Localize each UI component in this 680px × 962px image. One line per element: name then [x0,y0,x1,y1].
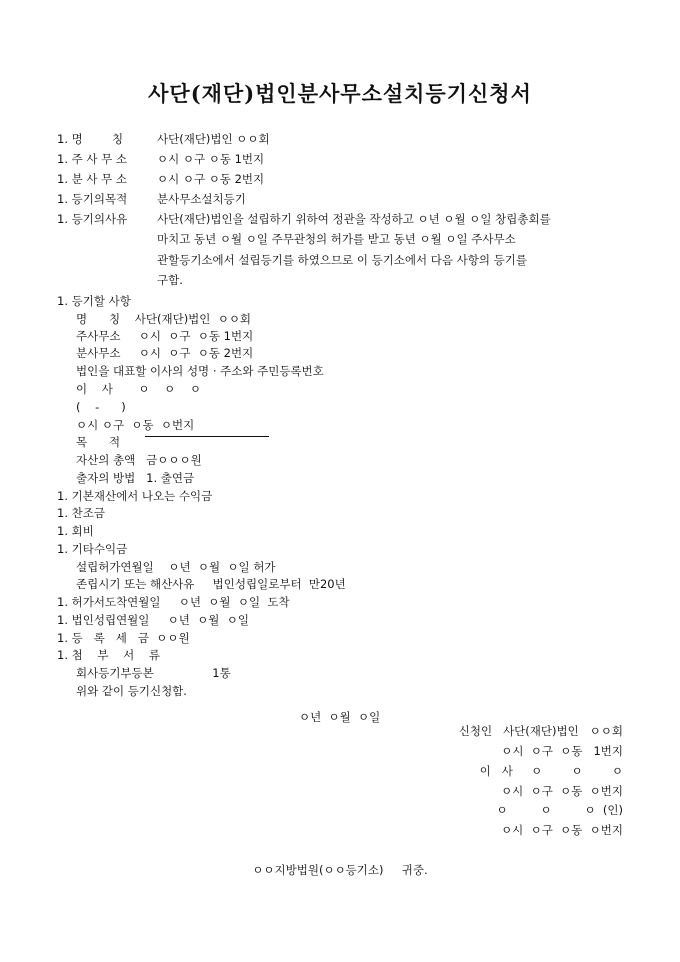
footer-item: 1. 등 록 세 금 ㅇㅇ원 [57,631,190,645]
page-title: 사단(재단)법인분사무소설치등기신청서 [148,81,532,106]
matter-line: 출자의 방법 1. 출연금 [76,471,195,485]
asset-item: 1. 회비 [57,524,94,538]
asset-item: 1. 기본재산에서 나오는 수익금 [57,489,213,503]
footer-item: 1. 첨 부 서 류 [57,648,160,662]
main-office-value: ㅇ시 ㅇ구 ㅇ동 1번지 [157,152,265,166]
reason-label: 1. 등기의사유 [57,212,128,226]
matters-heading: 1. 등기할 사항 [57,294,131,308]
closing-line: 위와 같이 등기신청함. [76,684,187,698]
applicant-line: 신청인 사단(재단)법인 ㅇㅇ회 [458,724,623,738]
branch-office-value: ㅇ시 ㅇ구 ㅇ동 2번지 [157,172,265,186]
reason-line: 구함. [157,273,183,287]
name-label: 1. 명 칭 [57,132,124,146]
reason-line: 마치고 동년 ㅇ월 ㅇ일 주무관청의 허가를 받고 동년 ㅇ월 ㅇ일 주사무소 [157,232,516,246]
name-value: 사단(재단)법인 ㅇㅇ회 [157,132,270,146]
branch-office-label: 1. 분 사 무 소 [57,172,128,186]
matter-line: 명 칭 사단(재단)법인 ㅇㅇ회 [76,312,252,326]
reason-line: 관할등기소에서 설립등기를 하였으므로 이 등기소에서 다음 사항의 등기를 [157,253,527,267]
matter-line: 주사무소 ㅇ시 ㅇ구 ㅇ동 1번지 [76,329,254,343]
matter-line: 법인을 대표할 이사의 성명 · 주소와 주민등록번호 [76,364,324,378]
matter-line: 자산의 총액 금ㅇㅇㅇ원 [76,453,202,467]
footer-item: 1. 법인성립연월일 ㅇ년 ㅇ월 ㅇ일 [57,613,249,627]
matter-line: ( - ) [76,400,126,414]
applicant-line: ㅇ시 ㅇ구 ㅇ동 1번지 [501,744,623,758]
purpose-label: 1. 등기의목적 [57,192,128,206]
matter-line: 이 사 ㅇ ㅇ ㅇ [76,382,201,396]
footer-item: 1. 허가서도착연월일 ㅇ년 ㅇ월 ㅇ일 도착 [57,595,290,609]
applicant-line: ㅇ시 ㅇ구 ㅇ동 ㅇ번지 [501,784,623,798]
applicant-line: 이 사 ㅇ ㅇ ㅇ [479,764,623,778]
recipient-line: ㅇㅇ지방법원(ㅇㅇ등기소) 귀중. [252,863,428,877]
matter-line: ㅇ시 ㅇ구 ㅇ동 ㅇ번지 [76,418,195,432]
asset-item: 1. 찬조금 [57,506,105,520]
matter-line: 목 적 [76,435,121,449]
asset-item: 1. 기타수익금 [57,542,128,556]
purpose-value: 분사무소설치등기 [157,192,246,206]
applicant-line: ㅇ ㅇ ㅇ (인) [496,803,623,817]
matter-line: 분사무소 ㅇ시 ㅇ구 ㅇ동 2번지 [76,346,254,360]
permission-line: 존립시기 또는 해산사유 법인성립일로부터 만20년 [76,577,346,591]
main-office-label: 1. 주 사 무 소 [57,152,128,166]
permission-line: 설립허가연월일 ㅇ년 ㅇ월 ㅇ일 허가 [76,560,276,574]
reason-value: 사단(재단)법인을 설립하기 위하여 정관을 작성하고 ㅇ년 ㅇ월 ㅇ일 창립총회를 [157,212,551,226]
purpose-blank-line [145,436,269,437]
attachment-line: 회사등기부등본 1통 [76,666,231,680]
date-line: ㅇ년 ㅇ월 ㅇ일 [299,710,381,724]
applicant-line: ㅇ시 ㅇ구 ㅇ동 ㅇ번지 [501,823,623,837]
